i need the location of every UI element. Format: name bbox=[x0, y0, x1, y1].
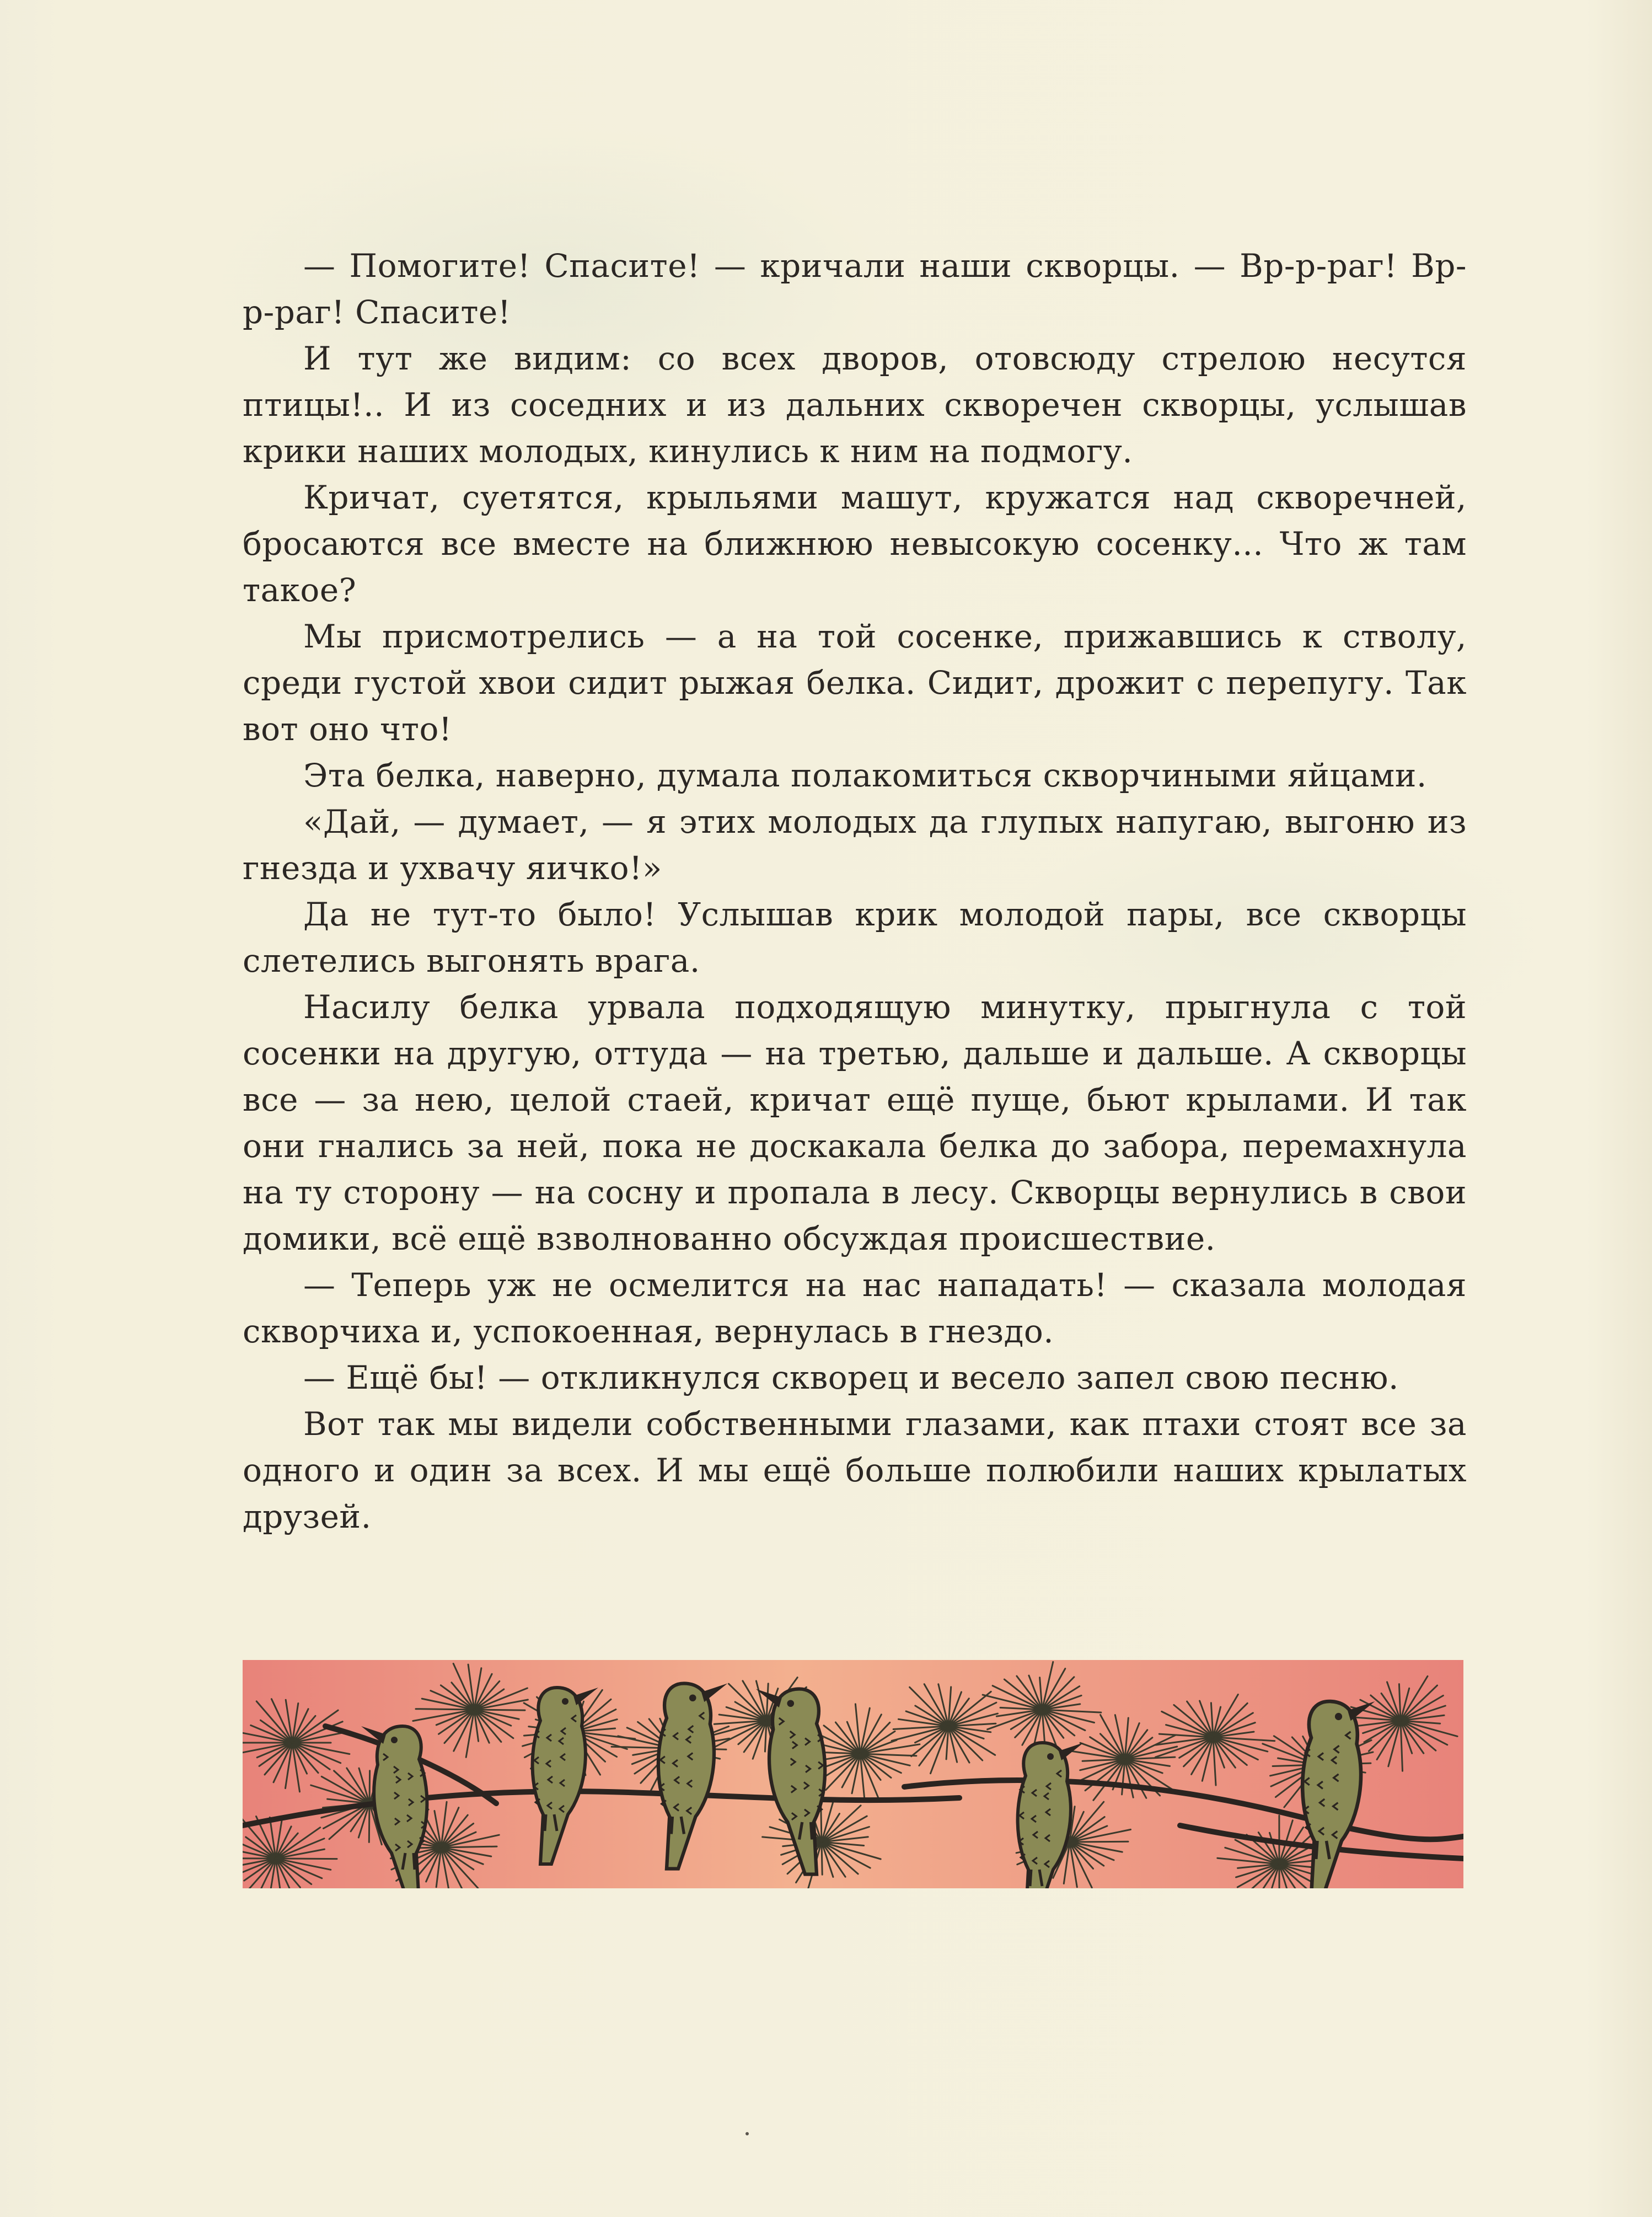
paragraph: И тут же видим: со всех дворов, отовсюду стрелою несутся птицы!.. И из соседних и из дальних скворечен скворцы, услышав крики наших молодых, кинулись к ним на подмогу. bbox=[243, 340, 1467, 470]
bird-eye bbox=[689, 1694, 696, 1701]
paragraph: Вот так мы видели собственными глазами, как птахи стоят все за одного и один за всех. И мы ещё больше полюбили наших крылатых друзей. bbox=[243, 1405, 1467, 1535]
paragraph: Эта белка, наверно, думала полакомиться скворчиными яйцами. bbox=[303, 757, 1427, 794]
paragraph: — Теперь уж не осмелится на нас нападать! — сказала молодая скворчиха и, успокоенная, вернулась в гнездо. bbox=[243, 1266, 1467, 1350]
paragraph: — Помогите! Спасите! — кричали наши скворцы. — Вр-р-раг! Вр-р-раг! Спасите! bbox=[243, 247, 1467, 331]
page-mark bbox=[745, 2132, 749, 2135]
bird-eye bbox=[1047, 1753, 1054, 1760]
bird-leg bbox=[414, 1853, 415, 1870]
paragraph: Да не тут-то было! Услышав крик молодой пары, все скворцы слетелись выгонять врага. bbox=[243, 896, 1467, 979]
paragraph: Мы присмотрелись — а на той сосенке, прижавшись к стволу, среди густой хвои сидит рыжая белка. Сидит, дрожит с перепугу. Так вот оно что! bbox=[243, 618, 1467, 748]
bird-leg bbox=[671, 1817, 672, 1834]
bird-leg bbox=[545, 1814, 546, 1831]
paragraph: Насилу белка урвала подходящую минутку, прыгнула с той сосенки на другую, оттуда — на третью, дальше и дальше. А скворцы все — за нею, целой стаей, кричат ещё пуще, бьют крылами. И так они гнались за ней, пока не доскакала белка до забора, перемахнула на ту сторону — на сосну и пропала в лесу. Скворцы вернулись в свои домики, всё ещё взволнованно обсуждая происшествие. bbox=[243, 988, 1467, 1257]
starlings-illustration bbox=[243, 1660, 1463, 1888]
paragraph: «Дай, — думает, — я этих молодых да глупых напугаю, выгоню из гнезда и ухвачу яичко!» bbox=[243, 803, 1467, 887]
bird-leg bbox=[811, 1822, 812, 1840]
bird-eye bbox=[391, 1737, 398, 1743]
paragraph: — Ещё бы! — откликнулся скворец и весело запел свою песню. bbox=[303, 1359, 1399, 1396]
bird-eye bbox=[562, 1698, 568, 1705]
bird-leg bbox=[1030, 1870, 1031, 1886]
story-text bbox=[243, 243, 1467, 1540]
bird-leg bbox=[1316, 1841, 1317, 1859]
illustration-svg bbox=[243, 1660, 1463, 1888]
paragraph: Кричат, суетятся, крыльями машут, кружатся над скворечней, бросаются все вместе на ближнюю невысокую сосенку... Что ж там такое? bbox=[243, 479, 1467, 609]
bird-eye bbox=[787, 1700, 794, 1707]
bird-eye bbox=[1335, 1713, 1342, 1720]
